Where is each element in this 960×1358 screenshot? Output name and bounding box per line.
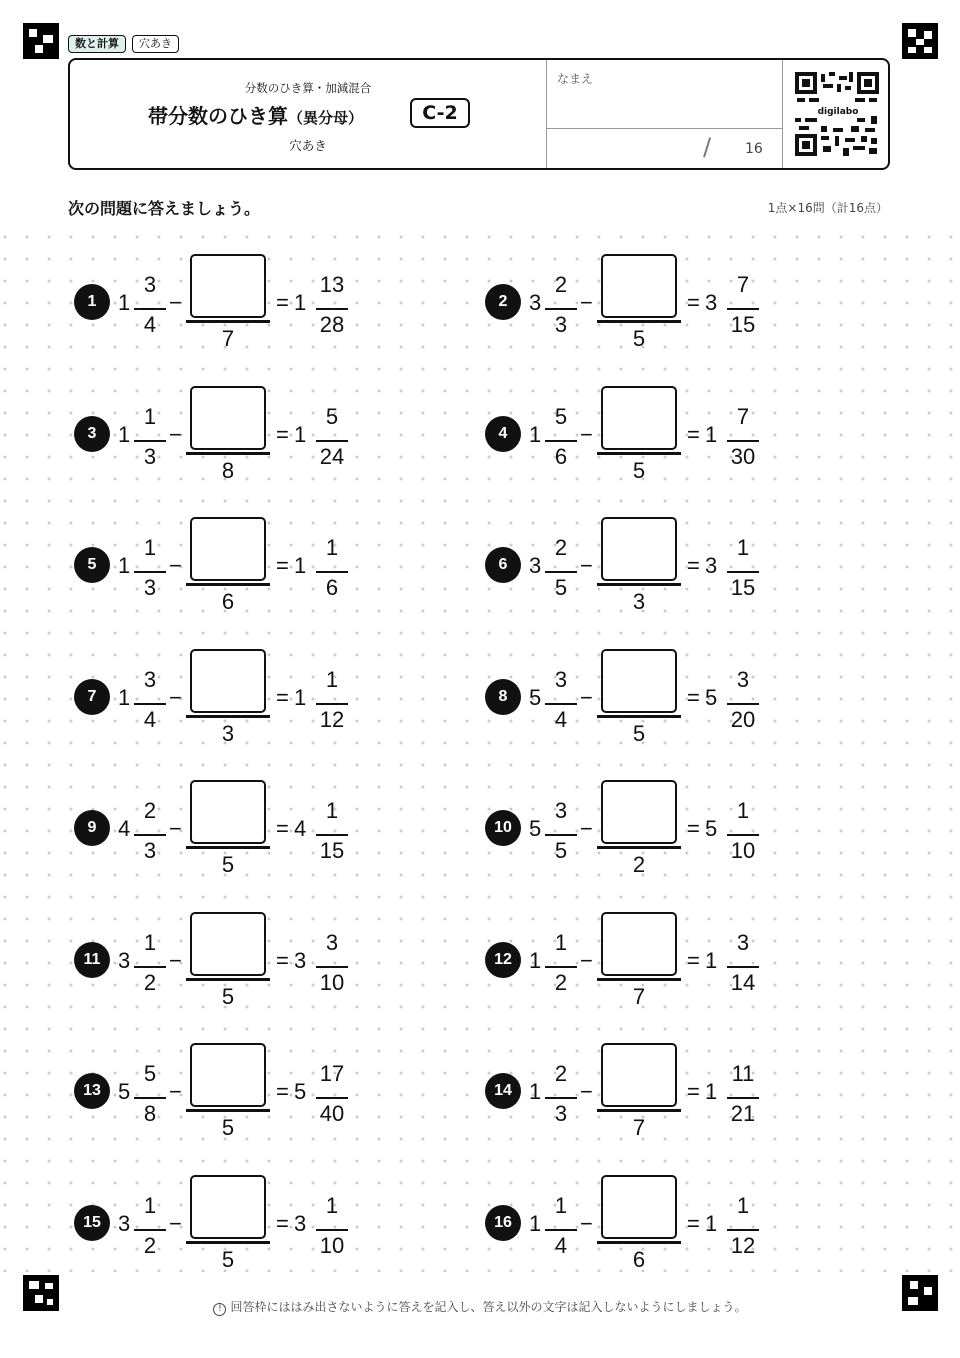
answer-denominator: 5	[221, 983, 235, 1009]
answer-fraction-bar	[597, 1109, 681, 1112]
minuend-denominator: 3	[143, 838, 157, 863]
answer-box[interactable]	[190, 1043, 266, 1107]
fraction-bar	[545, 966, 577, 968]
problem-9	[70, 780, 470, 890]
minuend-fraction	[543, 392, 579, 492]
problem-number-badge: 12	[485, 942, 521, 978]
minuend-fraction	[543, 1049, 579, 1149]
minuend-whole: 3	[529, 290, 542, 315]
problem-number-badge: 11	[74, 942, 110, 978]
worksheet-header	[68, 58, 890, 170]
tag-type: 穴あき	[132, 35, 179, 53]
result-whole: 5	[294, 1079, 307, 1104]
minuend-whole: 5	[118, 1079, 131, 1104]
result-denominator: 10	[319, 1232, 345, 1258]
answer-fraction-bar	[186, 320, 270, 323]
fraction-bar	[727, 1097, 759, 1099]
equals-sign: =	[276, 553, 289, 578]
minuend-denominator: 4	[554, 1232, 568, 1258]
answer-denominator: 8	[221, 457, 235, 483]
equals-sign: =	[687, 421, 700, 447]
result-numerator: 17	[319, 1061, 345, 1086]
fraction-bar	[134, 440, 166, 442]
minuend-fraction	[132, 786, 168, 886]
result-numerator: 3	[736, 929, 750, 955]
minus-sign: −	[580, 947, 593, 973]
score-total: 16	[745, 141, 763, 157]
answer-box[interactable]	[190, 912, 266, 976]
answer-denominator: 2	[632, 852, 646, 877]
result-denominator: 30	[730, 443, 756, 469]
fraction-bar	[316, 834, 348, 836]
answer-fraction-bar	[186, 1241, 270, 1244]
score-slash: /	[703, 133, 712, 161]
fraction-bar	[316, 703, 348, 705]
result-numerator: 1	[325, 535, 339, 560]
result-denominator: 14	[730, 969, 756, 995]
problem-number-badge: 9	[74, 810, 110, 846]
fraction-bar	[134, 834, 166, 836]
result-whole: 1	[705, 947, 718, 973]
minuend-denominator: 4	[143, 312, 157, 337]
answer-fraction-bar	[597, 452, 681, 455]
answer-box[interactable]	[601, 780, 677, 844]
result-fraction	[725, 786, 761, 886]
minuend-fraction	[132, 260, 168, 360]
equals-sign: =	[276, 1210, 289, 1236]
result-denominator: 28	[319, 312, 345, 337]
title-area	[70, 60, 546, 168]
minuend-numerator: 3	[143, 666, 157, 692]
answer-denominator: 5	[221, 1246, 235, 1272]
name-field[interactable]	[546, 60, 782, 168]
minuend-denominator: 6	[554, 443, 568, 469]
fraction-bar	[316, 966, 348, 968]
worksheet-subtitle: 分数のひき算・加減混合	[244, 81, 372, 95]
result-fraction	[725, 655, 761, 755]
fraction-bar	[545, 571, 577, 573]
answer-denominator: 5	[221, 1115, 235, 1140]
result-whole: 1	[294, 684, 307, 710]
answer-fraction-bar	[186, 846, 270, 849]
result-denominator: 20	[730, 706, 756, 732]
footer-text: 回答枠にははみ出さないように答えを記入し、答え以外の文字は記入しないようにしましょう。	[230, 1300, 747, 1314]
minuend-numerator: 3	[554, 666, 568, 692]
problem-number-badge: 7	[74, 679, 110, 715]
qr-label: digilabo	[817, 107, 859, 117]
result-whole: 3	[294, 1210, 307, 1236]
result-fraction	[314, 1049, 350, 1149]
minuend-denominator: 5	[554, 838, 568, 863]
minuend-denominator: 3	[143, 575, 157, 600]
equals-sign: =	[687, 290, 700, 315]
minuend-numerator: 3	[143, 272, 157, 297]
answer-box[interactable]	[601, 649, 677, 713]
minus-sign: −	[580, 290, 593, 315]
result-whole: 1	[294, 290, 307, 315]
answer-fraction-bar	[186, 583, 270, 586]
problem-10	[481, 780, 881, 890]
problem-number-badge: 13	[74, 1073, 110, 1109]
answer-denominator: 3	[221, 720, 235, 746]
title-paren: （異分母）	[288, 109, 364, 127]
minuend-denominator: 4	[554, 706, 568, 732]
minuend-numerator: 2	[554, 272, 568, 297]
minuend-numerator: 3	[554, 798, 568, 823]
minuend-whole: 1	[118, 684, 131, 710]
fraction-bar	[316, 1097, 348, 1099]
answer-fraction-bar	[597, 978, 681, 981]
problem-number-badge: 5	[74, 547, 110, 583]
problem-2	[481, 254, 881, 364]
problem-4	[481, 386, 881, 496]
title-text: 帯分数のひき算	[148, 104, 288, 128]
fraction-bar	[545, 1229, 577, 1231]
result-whole: 1	[705, 1210, 718, 1236]
info-icon: !	[213, 1303, 226, 1316]
answer-box[interactable]	[190, 517, 266, 581]
minus-sign: −	[580, 421, 593, 447]
answer-denominator: 5	[221, 852, 235, 877]
problem-15	[70, 1175, 470, 1285]
result-numerator: 5	[325, 403, 339, 429]
minuend-denominator: 5	[554, 575, 568, 600]
answer-box[interactable]	[190, 780, 266, 844]
points-text: 1点×16問（計16点）	[767, 201, 888, 215]
equals-sign: =	[276, 1079, 289, 1104]
result-numerator: 11	[731, 1061, 755, 1086]
minuend-denominator: 2	[143, 969, 157, 995]
result-numerator: 7	[736, 272, 750, 297]
minuend-whole: 1	[118, 290, 131, 315]
minuend-numerator: 1	[143, 1192, 157, 1218]
result-whole: 3	[294, 947, 307, 973]
minuend-fraction	[132, 523, 168, 623]
tag-category: 数と計算	[68, 35, 126, 53]
fraction-bar	[545, 834, 577, 836]
answer-fraction-bar	[597, 1241, 681, 1244]
minuend-denominator: 3	[143, 443, 157, 469]
answer-box[interactable]	[190, 649, 266, 713]
minus-sign: −	[580, 553, 593, 578]
minus-sign: −	[580, 1210, 593, 1236]
minus-sign: −	[580, 816, 593, 841]
result-fraction	[725, 1049, 761, 1149]
result-fraction	[725, 523, 761, 623]
answer-fraction-bar	[597, 320, 681, 323]
fraction-bar	[727, 966, 759, 968]
fraction-bar	[545, 1097, 577, 1099]
fraction-bar	[316, 571, 348, 573]
equals-sign: =	[687, 1210, 700, 1236]
minuend-fraction	[132, 918, 168, 1018]
result-denominator: 10	[319, 969, 345, 995]
result-numerator: 1	[736, 798, 750, 823]
result-fraction	[725, 260, 761, 360]
minuend-numerator: 1	[143, 929, 157, 955]
equals-sign: =	[687, 553, 700, 578]
equals-sign: =	[687, 816, 700, 841]
result-whole: 5	[705, 816, 718, 841]
fraction-bar	[545, 308, 577, 310]
minuend-whole: 1	[118, 421, 131, 447]
answer-box[interactable]	[601, 1175, 677, 1239]
minus-sign: −	[169, 553, 182, 578]
fraction-bar	[134, 703, 166, 705]
minuend-whole: 1	[529, 947, 542, 973]
minuend-fraction	[543, 655, 579, 755]
minuend-numerator: 2	[554, 535, 568, 560]
result-whole: 1	[294, 421, 307, 447]
answer-box[interactable]	[190, 1175, 266, 1239]
result-fraction	[314, 392, 350, 492]
worksheet-title	[148, 100, 363, 129]
minuend-denominator: 2	[554, 969, 568, 995]
minus-sign: −	[169, 421, 182, 447]
result-fraction	[725, 1181, 761, 1281]
problem-number-badge: 14	[485, 1073, 521, 1109]
minus-sign: −	[580, 1079, 593, 1104]
result-whole: 1	[705, 1079, 718, 1104]
qr-code-area	[782, 60, 888, 168]
result-whole: 3	[705, 290, 718, 315]
minuend-whole: 3	[118, 947, 131, 973]
result-denominator: 15	[730, 312, 756, 337]
equals-sign: =	[276, 290, 289, 315]
name-label: なまえ	[557, 72, 594, 86]
minuend-whole: 1	[529, 1079, 542, 1104]
problem-number-badge: 1	[74, 284, 110, 320]
result-fraction	[314, 655, 350, 755]
answer-fraction-bar	[186, 1109, 270, 1112]
result-numerator: 1	[736, 535, 750, 560]
result-fraction	[725, 392, 761, 492]
answer-fraction-bar	[186, 715, 270, 718]
answer-box[interactable]	[601, 1043, 677, 1107]
minus-sign: −	[169, 684, 182, 710]
equals-sign: =	[687, 684, 700, 710]
answer-denominator: 5	[632, 457, 646, 483]
problem-number-badge: 10	[485, 810, 521, 846]
problem-11	[70, 912, 470, 1022]
fraction-bar	[727, 703, 759, 705]
result-whole: 4	[294, 816, 307, 841]
answer-fraction-bar	[597, 583, 681, 586]
fraction-bar	[316, 308, 348, 310]
result-numerator: 3	[325, 929, 339, 955]
worksheet-type: 穴あき	[289, 138, 327, 153]
result-denominator: 6	[325, 575, 339, 600]
minuend-numerator: 1	[143, 535, 157, 560]
minuend-denominator: 2	[143, 1232, 157, 1258]
category-tags	[68, 35, 179, 53]
answer-box[interactable]	[601, 912, 677, 976]
equals-sign: =	[276, 684, 289, 710]
fraction-bar	[134, 966, 166, 968]
problem-5	[70, 517, 470, 627]
minuend-numerator: 1	[554, 1192, 568, 1218]
answer-fraction-bar	[186, 978, 270, 981]
minuend-fraction	[543, 260, 579, 360]
minuend-numerator: 5	[143, 1061, 157, 1086]
answer-fraction-bar	[597, 846, 681, 849]
result-fraction	[314, 523, 350, 623]
minus-sign: −	[169, 1210, 182, 1236]
answer-denominator: 7	[632, 1115, 646, 1140]
result-denominator: 10	[730, 838, 756, 863]
result-whole: 1	[294, 553, 307, 578]
equals-sign: =	[276, 421, 289, 447]
problem-1	[70, 254, 470, 364]
result-whole: 1	[705, 421, 718, 447]
minuend-fraction	[543, 786, 579, 886]
problem-number-badge: 3	[74, 416, 110, 452]
answer-box[interactable]	[601, 386, 677, 450]
result-denominator: 15	[730, 575, 756, 600]
corner-marker-top-right	[902, 23, 938, 59]
minuend-fraction	[132, 392, 168, 492]
result-fraction	[314, 260, 350, 360]
result-fraction	[314, 918, 350, 1018]
result-numerator: 13	[319, 272, 345, 297]
minuend-fraction	[543, 523, 579, 623]
result-fraction	[314, 786, 350, 886]
result-denominator: 21	[730, 1101, 756, 1126]
result-fraction	[314, 1181, 350, 1281]
problem-8	[481, 649, 881, 759]
minuend-denominator: 8	[143, 1101, 157, 1126]
answer-denominator: 7	[632, 983, 646, 1009]
fraction-bar	[316, 440, 348, 442]
result-denominator: 15	[319, 838, 345, 863]
minus-sign: −	[169, 1079, 182, 1104]
problem-number-badge: 15	[74, 1205, 110, 1241]
minuend-numerator: 1	[143, 403, 157, 429]
instruction-text: 次の問題に答えましょう。	[68, 199, 261, 218]
fraction-bar	[727, 1229, 759, 1231]
result-numerator: 7	[736, 403, 750, 429]
problem-number-badge: 4	[485, 416, 521, 452]
score-field[interactable]	[547, 128, 783, 168]
problem-16	[481, 1175, 881, 1285]
equals-sign: =	[687, 1079, 700, 1104]
minuend-numerator: 1	[554, 929, 568, 955]
problem-3	[70, 386, 470, 496]
problem-number-badge: 2	[485, 284, 521, 320]
result-numerator: 1	[325, 1192, 339, 1218]
result-whole: 5	[705, 684, 718, 710]
minuend-whole: 5	[529, 816, 542, 841]
answer-denominator: 5	[632, 720, 646, 746]
minus-sign: −	[169, 947, 182, 973]
minuend-whole: 3	[118, 1210, 131, 1236]
equals-sign: =	[276, 816, 289, 841]
minuend-fraction	[132, 1049, 168, 1149]
result-denominator: 24	[319, 443, 345, 469]
result-numerator: 3	[736, 666, 750, 692]
minuend-fraction	[132, 655, 168, 755]
minuend-numerator: 5	[554, 403, 568, 429]
problem-7	[70, 649, 470, 759]
fraction-bar	[134, 308, 166, 310]
problem-13	[70, 1043, 470, 1153]
problem-number-badge: 6	[485, 547, 521, 583]
minus-sign: −	[169, 290, 182, 315]
minuend-fraction	[132, 1181, 168, 1281]
minuend-whole: 5	[529, 684, 542, 710]
fraction-bar	[545, 703, 577, 705]
result-fraction	[725, 918, 761, 1018]
minuend-fraction	[543, 918, 579, 1018]
problem-number-badge: 8	[485, 679, 521, 715]
answer-denominator: 5	[632, 326, 646, 351]
fraction-bar	[727, 834, 759, 836]
minuend-denominator: 4	[143, 706, 157, 732]
fraction-bar	[727, 440, 759, 442]
result-denominator: 40	[319, 1101, 345, 1126]
minuend-whole: 3	[529, 553, 542, 578]
result-whole: 3	[705, 553, 718, 578]
problem-6	[481, 517, 881, 627]
fraction-bar	[134, 571, 166, 573]
result-denominator: 12	[730, 1232, 756, 1258]
answer-box[interactable]	[190, 254, 266, 318]
answer-denominator: 7	[221, 326, 235, 351]
footer-note	[0, 1298, 960, 1316]
minuend-whole: 1	[529, 421, 542, 447]
fraction-bar	[316, 1229, 348, 1231]
fraction-bar	[134, 1229, 166, 1231]
corner-marker-top-left	[23, 23, 59, 59]
minuend-numerator: 2	[143, 798, 157, 823]
minuend-whole: 1	[118, 553, 131, 578]
result-denominator: 12	[319, 706, 345, 732]
equals-sign: =	[687, 947, 700, 973]
answer-fraction-bar	[186, 452, 270, 455]
answer-denominator: 6	[221, 589, 235, 614]
qr-code-icon	[795, 72, 879, 156]
minuend-fraction	[543, 1181, 579, 1281]
problem-14	[481, 1043, 881, 1153]
answer-denominator: 6	[632, 1246, 646, 1272]
minuend-whole: 1	[529, 1210, 542, 1236]
answer-box[interactable]	[601, 254, 677, 318]
result-numerator: 1	[325, 798, 339, 823]
equals-sign: =	[276, 947, 289, 973]
answer-box[interactable]	[190, 386, 266, 450]
result-numerator: 1	[736, 1192, 750, 1218]
fraction-bar	[727, 571, 759, 573]
minuend-denominator: 3	[554, 312, 568, 337]
minus-sign: −	[169, 816, 182, 841]
worksheet-code: C-2	[410, 98, 470, 128]
problem-12	[481, 912, 881, 1022]
answer-fraction-bar	[597, 715, 681, 718]
fraction-bar	[134, 1097, 166, 1099]
answer-box[interactable]	[601, 517, 677, 581]
fraction-bar	[727, 308, 759, 310]
answer-denominator: 3	[632, 589, 646, 614]
result-numerator: 1	[325, 666, 339, 692]
fraction-bar	[545, 440, 577, 442]
minuend-numerator: 2	[554, 1061, 568, 1086]
minuend-whole: 4	[118, 816, 131, 841]
minus-sign: −	[580, 684, 593, 710]
problem-number-badge: 16	[485, 1205, 521, 1241]
minuend-denominator: 3	[554, 1101, 568, 1126]
